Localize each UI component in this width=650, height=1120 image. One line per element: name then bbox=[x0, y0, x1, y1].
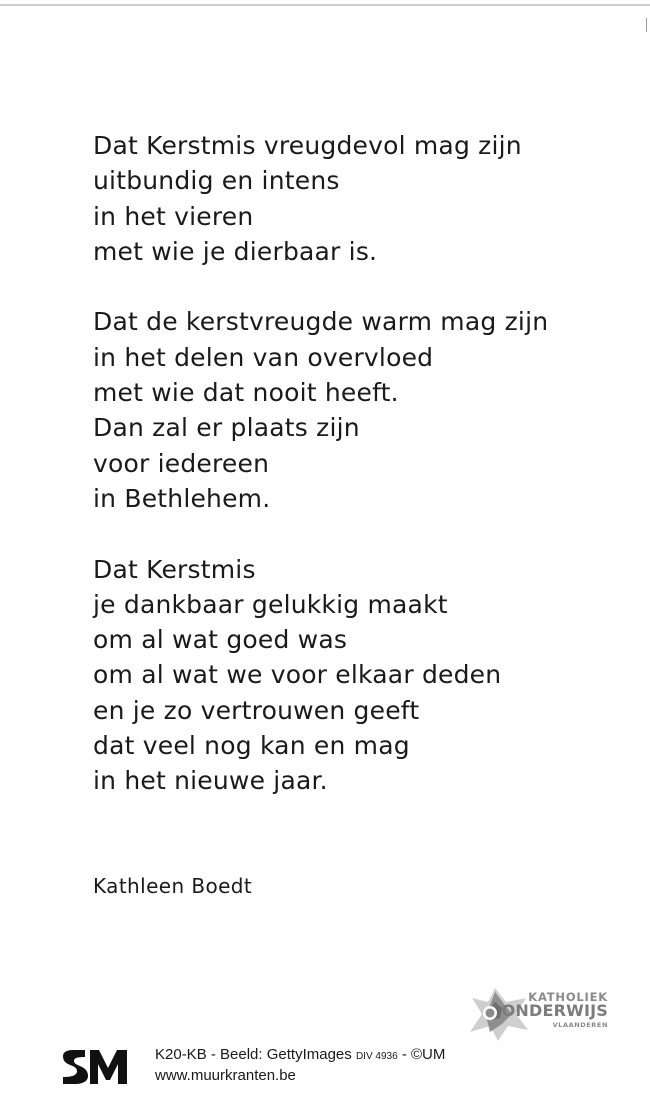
poem-line: uitbundig en intens bbox=[93, 166, 340, 196]
crop-mark bbox=[646, 18, 647, 32]
credit-copyright: - ©UM bbox=[401, 1046, 446, 1063]
poem-line: om al wat we voor elkaar deden bbox=[93, 660, 502, 690]
footer-credits bbox=[155, 1045, 445, 1085]
poem-line: om al wat goed was bbox=[93, 625, 348, 655]
poem-line: Dat de kerstvreugde warm mag zijn bbox=[93, 307, 549, 337]
website-link[interactable]: www.muurkranten.be bbox=[155, 1067, 296, 1084]
poem-line: Dat Kerstmis vreugdevol mag zijn bbox=[93, 131, 522, 160]
poem bbox=[93, 128, 613, 799]
credit-line bbox=[155, 1045, 445, 1066]
um-logo-icon bbox=[63, 1050, 127, 1084]
stanza-2 bbox=[93, 304, 613, 516]
logo-line-vlaanderen: VLAANDEREN bbox=[552, 1021, 608, 1029]
poem-line: Dan zal er plaats zijn bbox=[93, 413, 360, 443]
poem-line: je dankbaar gelukkig maakt bbox=[93, 589, 448, 619]
poem-line: Dat Kerstmis bbox=[93, 554, 256, 584]
credit-main: K20-KB - Beeld: GettyImages bbox=[155, 1046, 352, 1063]
poem-line: in het vieren bbox=[93, 201, 254, 231]
stanza-3 bbox=[93, 552, 613, 799]
logo-line-onderwijs: ONDERWIJS bbox=[501, 1001, 608, 1020]
top-border bbox=[0, 4, 650, 6]
poem-line: met wie je dierbaar is. bbox=[93, 236, 378, 266]
poem-line: in het nieuwe jaar. bbox=[93, 766, 328, 796]
poem-line: in het delen van overvloed bbox=[93, 342, 434, 372]
poem-line: dat veel nog kan en mag bbox=[93, 731, 410, 761]
poem-line: voor iedereen bbox=[93, 448, 270, 478]
credit-code: DIV 4936 bbox=[355, 1051, 398, 1062]
katholiek-onderwijs-logo bbox=[468, 984, 608, 1044]
author-name: Kathleen Boedt bbox=[93, 874, 253, 898]
poem-line: met wie dat nooit heeft. bbox=[93, 378, 399, 408]
poem-line: in Bethlehem. bbox=[93, 483, 271, 513]
stanza-1 bbox=[93, 128, 613, 269]
poem-line: en je zo vertrouwen geeft bbox=[93, 695, 420, 725]
logo-line-katholiek: KATHOLIEK bbox=[528, 990, 608, 1004]
